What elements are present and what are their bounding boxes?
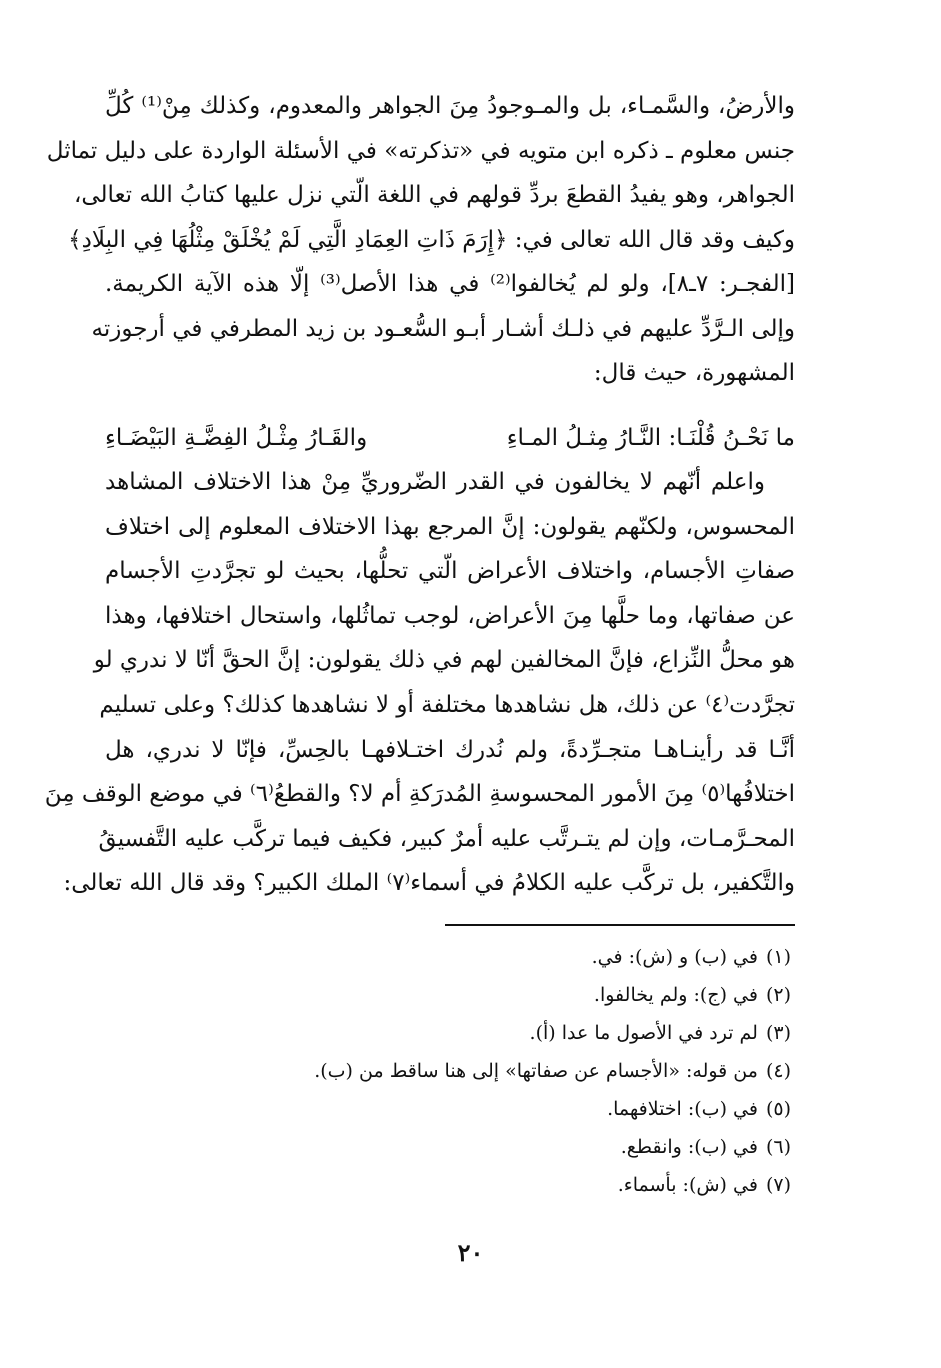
verse-second-hemistich: والقَـارُ مِثْـلُ الفِضَّـةِ البَيْضَـاءِ (105, 425, 368, 451)
footnote-text: في (ش): بأسماء. (617, 1174, 758, 1196)
footnote-item (231, 1166, 791, 1204)
footnote-number: (٦) (765, 1136, 791, 1158)
footnote-text: في (ب): وانقطع. (620, 1136, 758, 1158)
footnote-number: (٥) (765, 1098, 791, 1120)
text-line: وكيف وقد قال الله تعالى في: ﴿إِرَمَ ذَاتِ العِمَادِ الَّتِي لَمْ يُخْلَقْ مِثْلُهَا فِي البِلَادِ﴾ (68, 226, 795, 253)
text-line: صفاتِ الأجسام، واختلاف الأعراض الّتي تحلُّها، بحيث لو تجرَّدتِ الأجسام (105, 558, 795, 585)
footnote-text: في (ب) و (ش): في. (591, 946, 758, 968)
footnote-text: في (ج): ولم يخالفوا. (593, 984, 758, 1006)
text-line: أنَّـا قد رأينـاهـا متجـرِّدةً، ولم نُدرك اختـلافهـا بالحِسِّ، فإنّا لا ندري، هل (105, 736, 795, 763)
text-line: عن صفاتها، وما حلَّها مِنَ الأعراض، لوجب تماثُلها، واستحال اختلافها، وهذا (105, 602, 795, 629)
footnote-item (231, 1128, 791, 1166)
main-text-block-2 (44, 460, 795, 906)
text-line: والأرضُ، والسَّمـاء، بل والمـوجودُ مِنَ الجواهر والمعدوم، وكذلك مِنْ⁽¹⁾ كُلِّ (105, 93, 796, 119)
footnote-item (231, 976, 791, 1014)
text-line: هو محلُّ النِّزاع، فإنَّ المخالفين لهم في ذلك يقولون: إنَّ الحقَّ أنّا لا ندري لو (93, 647, 795, 674)
footnote-number: (٢) (765, 984, 791, 1006)
text-line: اختلافُها⁽٥⁾ مِنَ الأمور المحسوسةِ المُدرَكةِ أم لا؟ والقطعُ⁽٦⁾ في موضع الوقف مِنَ (44, 781, 795, 808)
text-line: المشهورة، حيث قال: (593, 360, 795, 386)
footnote-number: (٤) (765, 1060, 791, 1082)
footnotes (231, 938, 791, 1204)
text-line: والتَّكفير، بل تركَّب عليه الكلامُ في أسماء⁽٧⁾ الملك الكبير؟ وقد قال الله تعالى: (63, 870, 795, 897)
text-line: المحـرَّمـات، وإن لم يتـرتَّب عليه أمرٌ كبير، فكيف فيما تركَّب عليه التَّفسيقُ (98, 825, 795, 852)
text-line: [الفجـر: ٧ـ٨]، ولو لم يُخالفوا⁽²⁾ في هذا الأصل⁽³⁾ إلّا هذه الآية الكريمة. (105, 271, 795, 297)
text-line: المحسوس، ولكنّهم يقولون: إنَّ المرجع بهذا الاختلاف المعلوم إلى اختلاف (105, 513, 795, 540)
text-line: جنس معلوم ـ ذكره ابن متويه في «تذكرته» في الأسئلة الواردة على دليل تماثل (46, 137, 795, 164)
text-line: تجرَّدت⁽٤⁾ عن ذلك، هل نشاهدها مختلفة أو لا نشاهدها كذلك؟ وعلى تسليم (99, 691, 795, 718)
footnote-item (231, 938, 791, 976)
text-line: واعلم أنّهم لا يخالفون في القدر الضّروريِّ مِنْ هذا الاختلاف المشاهد (105, 469, 765, 495)
footnote-number: (٣) (765, 1022, 791, 1044)
footnote-item (231, 1090, 791, 1128)
text-line: الجواهر، وهو يفيدُ القطعَ بردِّ قولهم في اللغة الّتي نزل عليها كتابُ الله تعالى، (73, 182, 795, 208)
footnote-number: (٧) (765, 1174, 791, 1196)
footnote-item (231, 1014, 791, 1052)
verse-first-hemistich: ما نَحْـنُ قُلْنَـا: النَّـارُ مِثـلُ المـاءِ (506, 425, 795, 451)
footnote-separator (445, 924, 795, 926)
footnote-text: لم ترد في الأصول ما عدا (أ). (529, 1022, 758, 1044)
footnote-text: في (ب): اختلافهما. (607, 1098, 758, 1120)
main-text-block (46, 84, 796, 396)
footnote-number: (١) (765, 946, 791, 968)
text-line: وإلى الـرَّدِّ عليهم في ذلـك أشـار أبـو السُّعـود بن زيد المطرفي في أرجوزته (91, 315, 795, 342)
poetry-verse (105, 416, 795, 460)
page-number: ٢٠ (457, 1238, 484, 1267)
footnote-text: من قوله: «الأجسام عن صفاتها» إلى هنا ساقط من (ب). (314, 1060, 758, 1082)
footnote-item (231, 1052, 791, 1090)
